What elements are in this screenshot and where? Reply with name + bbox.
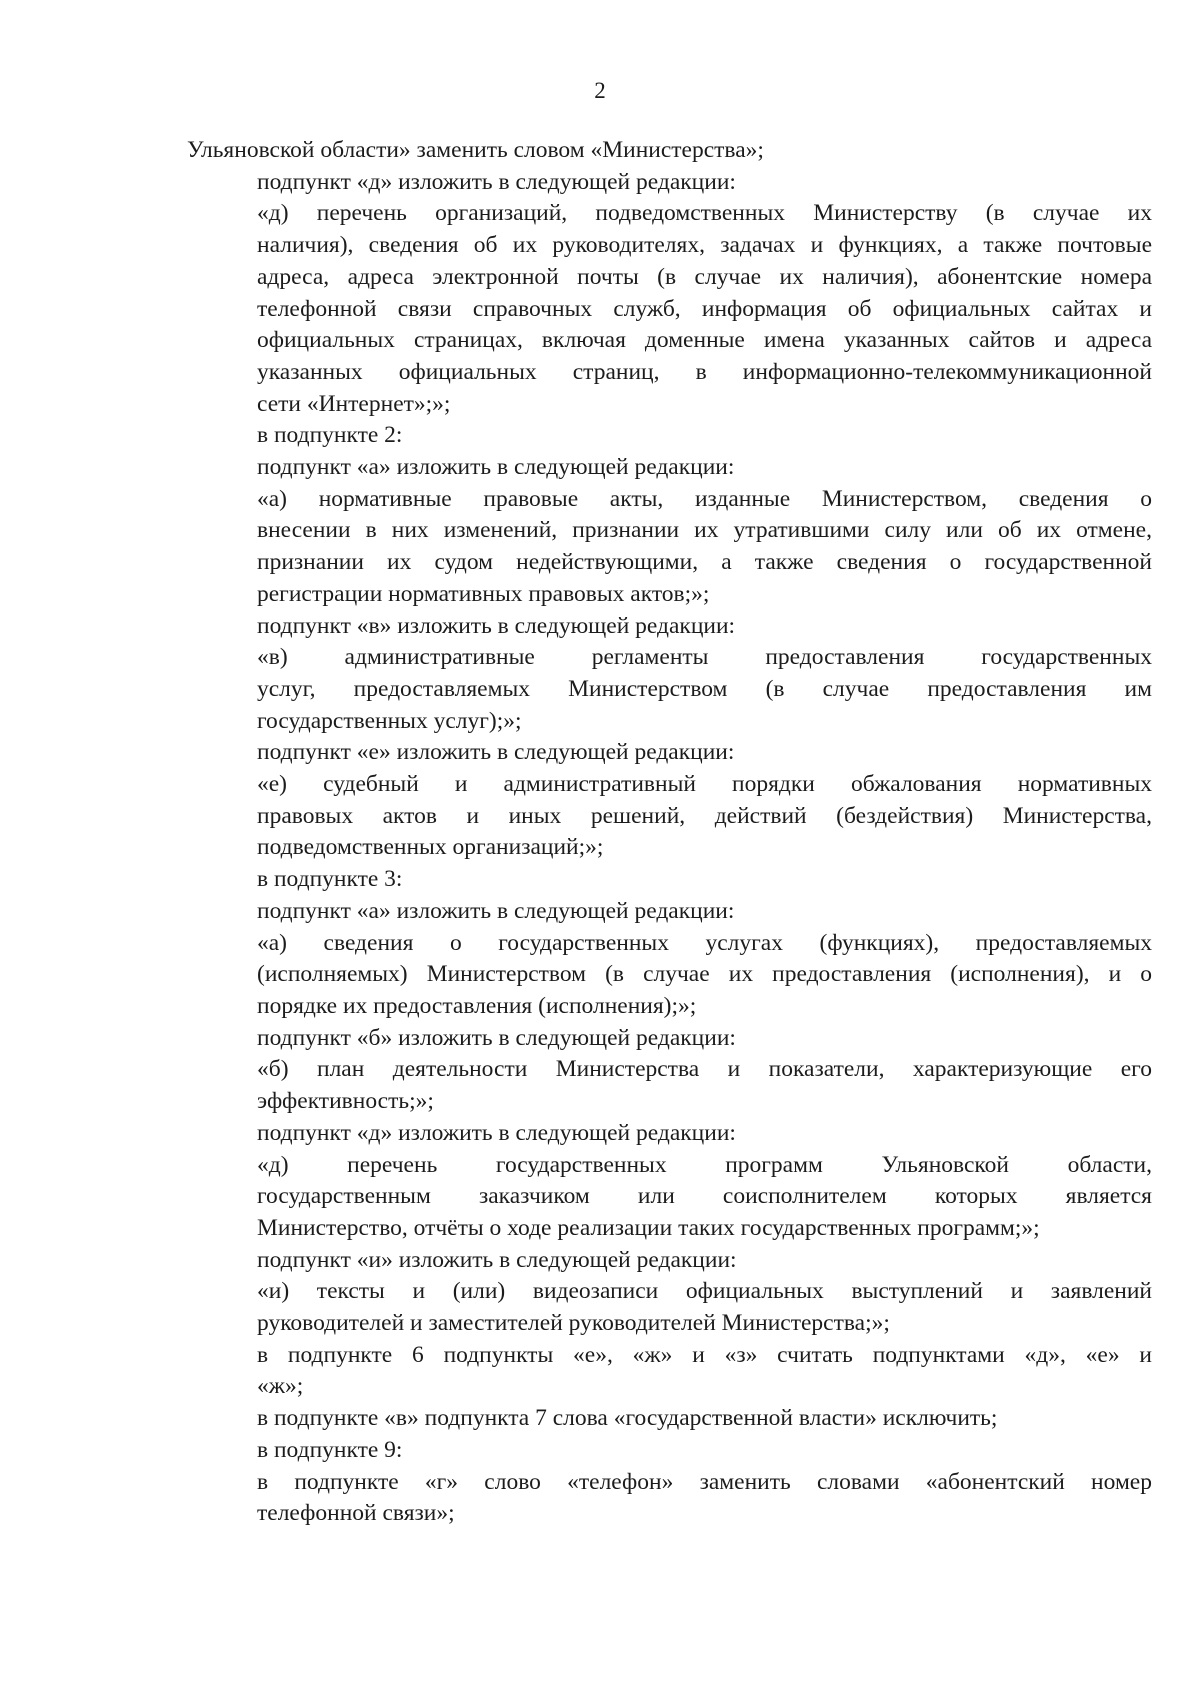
paragraph-17-line-1: «д) перечень государственных программ Ульяновской области,: [257, 1151, 1152, 1178]
document-body: [187, 135, 1152, 1530]
paragraph-15: [187, 1054, 1152, 1117]
paragraph-6: [187, 484, 1152, 611]
paragraph-8-line-1: «в) административные регламенты предоставления государственных: [257, 644, 1152, 671]
paragraph-19: [187, 1276, 1152, 1339]
paragraph-19-line-2: руководителей и заместителей руководителей Министерства;»;: [257, 1310, 890, 1337]
paragraph-4: в подпункте 2:: [257, 422, 403, 449]
paragraph-10-line-3: подведомственных организаций;»;: [257, 834, 604, 861]
paragraph-13-line-3: порядке их предоставления (исполнения);»;: [257, 992, 697, 1019]
paragraph-23-line-1: в подпункте «г» слово «телефон» заменить словами «абонентский номер: [257, 1468, 1152, 1495]
paragraph-19-line-1: «и) тексты и (или) видеозаписи официальных выступлений и заявлений: [257, 1278, 1152, 1305]
paragraph-6-line-3: признании их судом недействующими, а также сведения о государственной: [257, 549, 1152, 576]
paragraph-6-line-2: внесении в них изменений, признании их утратившими силу или об их отмене,: [257, 517, 1152, 544]
paragraph-20-line-2: «ж»;: [257, 1373, 304, 1400]
paragraph-10-line-2: правовых актов и иных решений, действий (бездействия) Министерства,: [257, 802, 1152, 829]
paragraph-11: в подпункте 3:: [257, 866, 403, 893]
paragraph-9: подпункт «е» изложить в следующей редакции:: [257, 739, 735, 766]
paragraph-15-line-1: «б) план деятельности Министерства и показатели, характеризующие его: [257, 1056, 1152, 1083]
paragraph-16: подпункт «д» изложить в следующей редакции:: [257, 1119, 736, 1146]
paragraph-21: в подпункте «в» подпункта 7 слова «государственной власти» исключить;: [257, 1405, 998, 1432]
paragraph-17-line-3: Министерство, отчёты о ходе реализации таких государственных программ;»;: [257, 1214, 1040, 1241]
paragraph-6-line-1: «а) нормативные правовые акты, изданные Министерством, сведения о: [257, 485, 1152, 512]
paragraph-17: [187, 1150, 1152, 1245]
paragraph-14: подпункт «б» изложить в следующей редакции:: [257, 1024, 736, 1051]
paragraph-3: [187, 198, 1152, 420]
paragraph-23-line-2: телефонной связи»;: [257, 1500, 455, 1527]
paragraph-18: подпункт «и» изложить в следующей редакции:: [257, 1246, 737, 1273]
page-number: 2: [594, 78, 606, 103]
paragraph-10: [187, 769, 1152, 864]
paragraph-20: [187, 1340, 1152, 1403]
paragraph-3-line-1: «д) перечень организаций, подведомственных Министерству (в случае их: [257, 200, 1152, 227]
paragraph-12: подпункт «а» изложить в следующей редакции:: [257, 897, 735, 924]
paragraph-15-line-2: эффективность;»;: [257, 1088, 434, 1115]
paragraph-1: Ульяновской области» заменить словом «Министерства»;: [187, 137, 764, 163]
paragraph-13-line-2: (исполняемых) Министерством (в случае их предоставления (исполнения), и о: [257, 961, 1152, 988]
paragraph-2: подпункт «д» изложить в следующей редакции:: [257, 168, 736, 195]
paragraph-13: [187, 928, 1152, 1023]
paragraph-3-line-5: официальных страницах, включая доменные имена указанных сайтов и адреса: [257, 327, 1152, 354]
paragraph-3-line-4: телефонной связи справочных служб, информация об официальных сайтах и: [257, 295, 1152, 322]
paragraph-3-line-3: адреса, адреса электронной почты (в случае их наличия), абонентские номера: [257, 263, 1152, 290]
paragraph-20-line-1: в подпункте 6 подпункты «е», «ж» и «з» считать подпунктами «д», «е» и: [257, 1341, 1152, 1368]
paragraph-7: подпункт «в» изложить в следующей редакции:: [257, 612, 736, 639]
paragraph-3-line-7: сети «Интернет»;»;: [257, 390, 451, 417]
paragraph-13-line-1: «а) сведения о государственных услугах (функциях), предоставляемых: [257, 929, 1152, 956]
paragraph-8-line-2: услуг, предоставляемых Министерством (в случае предоставления им: [257, 675, 1152, 702]
paragraph-8: [187, 642, 1152, 737]
paragraph-23: [187, 1467, 1152, 1530]
paragraph-10-line-1: «е) судебный и административный порядки обжалования нормативных: [257, 771, 1152, 798]
paragraph-5: подпункт «а» изложить в следующей редакции:: [257, 454, 735, 481]
paragraph-3-line-2: наличия), сведения об их руководителях, задачах и функциях, а также почтовые: [257, 232, 1152, 259]
paragraph-3-line-6: указанных официальных страниц, в информационно-телекоммуникационной: [257, 358, 1152, 385]
paragraph-6-line-4: регистрации нормативных правовых актов;»;: [257, 580, 710, 607]
paragraph-17-line-2: государственным заказчиком или соисполнителем которых является: [257, 1183, 1152, 1210]
paragraph-8-line-3: государственных услуг);»;: [257, 707, 522, 734]
paragraph-22: в подпункте 9:: [257, 1436, 403, 1463]
